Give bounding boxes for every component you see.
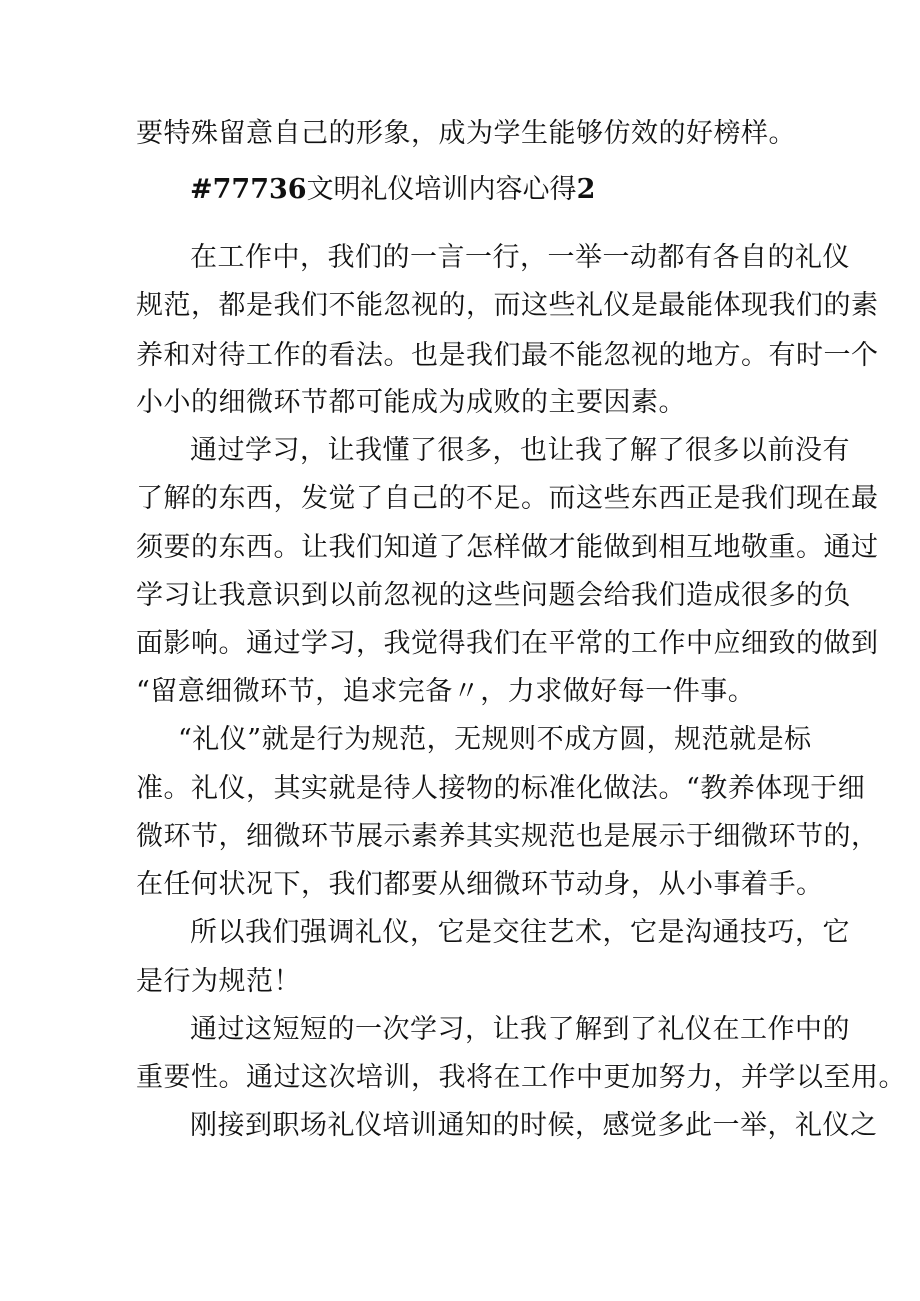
text-line: 在工作中，我们的一言一行，一举一动都有各自的礼仪 [190,242,850,273]
text-line: 学习让我意识到以前忽视的这些问题会给我们造成很多的负 [136,580,851,611]
section-heading [190,172,595,208]
text-line: 重要性。通过这次培训，我将在工作中更加努力，并学以至用。 [136,1062,906,1093]
text-line: 微环节，细微环节展示素养其实规范也是展示于细微环节的， [136,821,879,852]
text-line: 准。礼仪，其实就是待人接物的标准化做法。“教养体现于细 [136,773,866,804]
text-line: 要特殊留意自己的形象，成为学生能够仿效的好榜样。 [136,118,796,149]
text-line: 刚接到职场礼仪培训通知的时候，感觉多此一举，礼仪之 [190,1110,878,1141]
text-line: 在任何状况下，我们都要从细微环节动身，从小事着手。 [136,869,824,900]
text-line: 所以我们强调礼仪，它是交往艺术，它是沟通技巧，它 [190,917,850,948]
text-line: 通过学习，让我懂了很多，也让我了解了很多以前没有 [190,435,850,466]
text-line: 是行为规范！ [136,966,301,997]
text-line: 通过这短短的一次学习，让我了解到了礼仪在工作中的 [190,1014,850,1045]
text-line: 面影响。通过学习，我觉得我们在平常的工作中应细致的做到 [136,628,879,659]
text-line: 规范，都是我们不能忽视的，而这些礼仪是最能体现我们的素 [136,290,879,321]
text-line: “留意细微环节，追求完备〃，力求做好每一件事。 [136,676,756,707]
text-line: “礼仪”就是行为规范，无规则不成方圆，规范就是标 [178,724,812,755]
heading-prefix: #77736 [190,174,307,205]
text-line: 养和对待工作的看法。也是我们最不能忽视的地方。有时一个 [136,340,879,371]
heading-number: 2 [576,174,596,205]
text-line: 小小的细微环节都可能成为成败的主要因素。 [136,387,686,418]
heading-title: 文明礼仪培训内容心得 [306,174,577,205]
text-line: 须要的东西。让我们知道了怎样做才能做到相互地敬重。通过 [136,532,879,563]
text-line: 了解的东西，发觉了自己的不足。而这些东西正是我们现在最 [136,483,879,514]
